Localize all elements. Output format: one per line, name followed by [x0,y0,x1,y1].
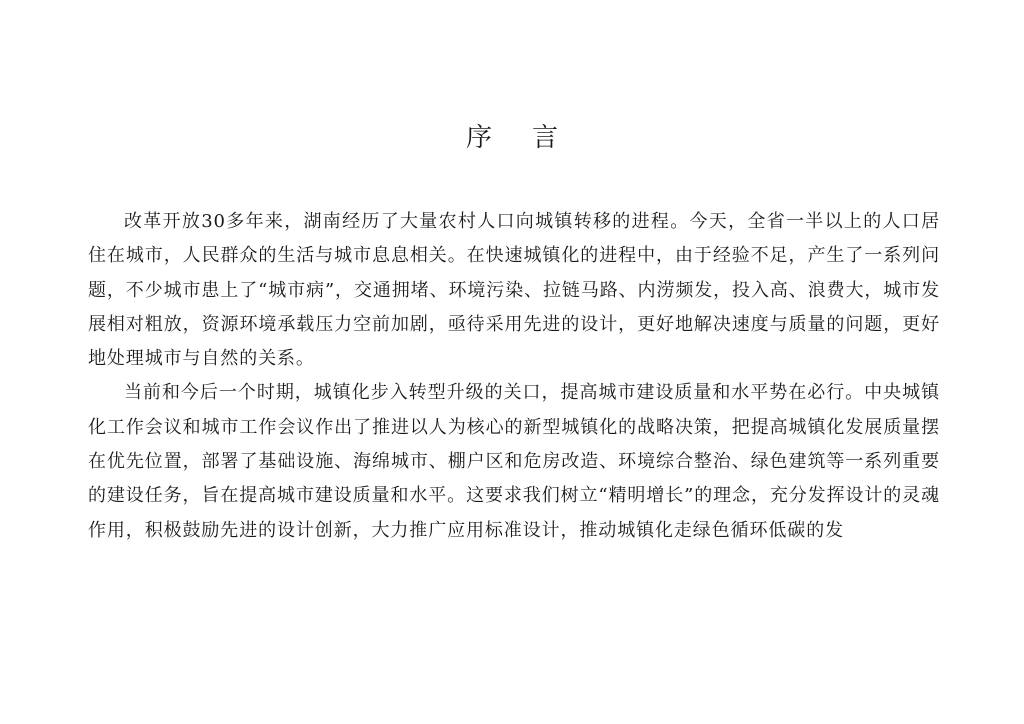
preface-body [88,205,940,548]
paragraph-2: 当前和今后一个时期，城镇化步入转型升级的关口，提高城市建设质量和水平势在必行。中央城镇化工作会议和城市工作会议作出了推进以人为核心的新型城镇化的战略决策，把提高城镇化发展质量摆在优先位置，部署了基础设施、海绵城市、棚户区和危房改造、环境综合整治、绿色建筑等一系列重要的建设任务，旨在提高城市建设质量和水平。这要求我们树立“精明增长”的理念，充分发挥设计的灵魂作用，积极鼓励先进的设计创新，大力推广应用标准设计，推动城镇化走绿色循环低碳的发 [88,382,940,541]
title-char-2: 言 [532,123,559,153]
title-char-1: 序 [465,123,492,153]
paragraph-1: 改革开放30多年来，湖南经历了大量农村人口向城镇转移的进程。今天，全省一半以上的人口居住在城市，人民群众的生活与城市息息相关。在快速城镇化的进程中，由于经验不足，产生了一系列问题，不少城市患上了“城市病”，交通拥堵、环境污染、拉链马路、内涝频发，投入高、浪费大，城市发展相对粗放，资源环境承载压力空前加剧，亟待采用先进的设计，更好地解决速度与质量的问题，更好地处理城市与自然的关系。 [88,211,940,370]
page-title [0,120,1024,156]
